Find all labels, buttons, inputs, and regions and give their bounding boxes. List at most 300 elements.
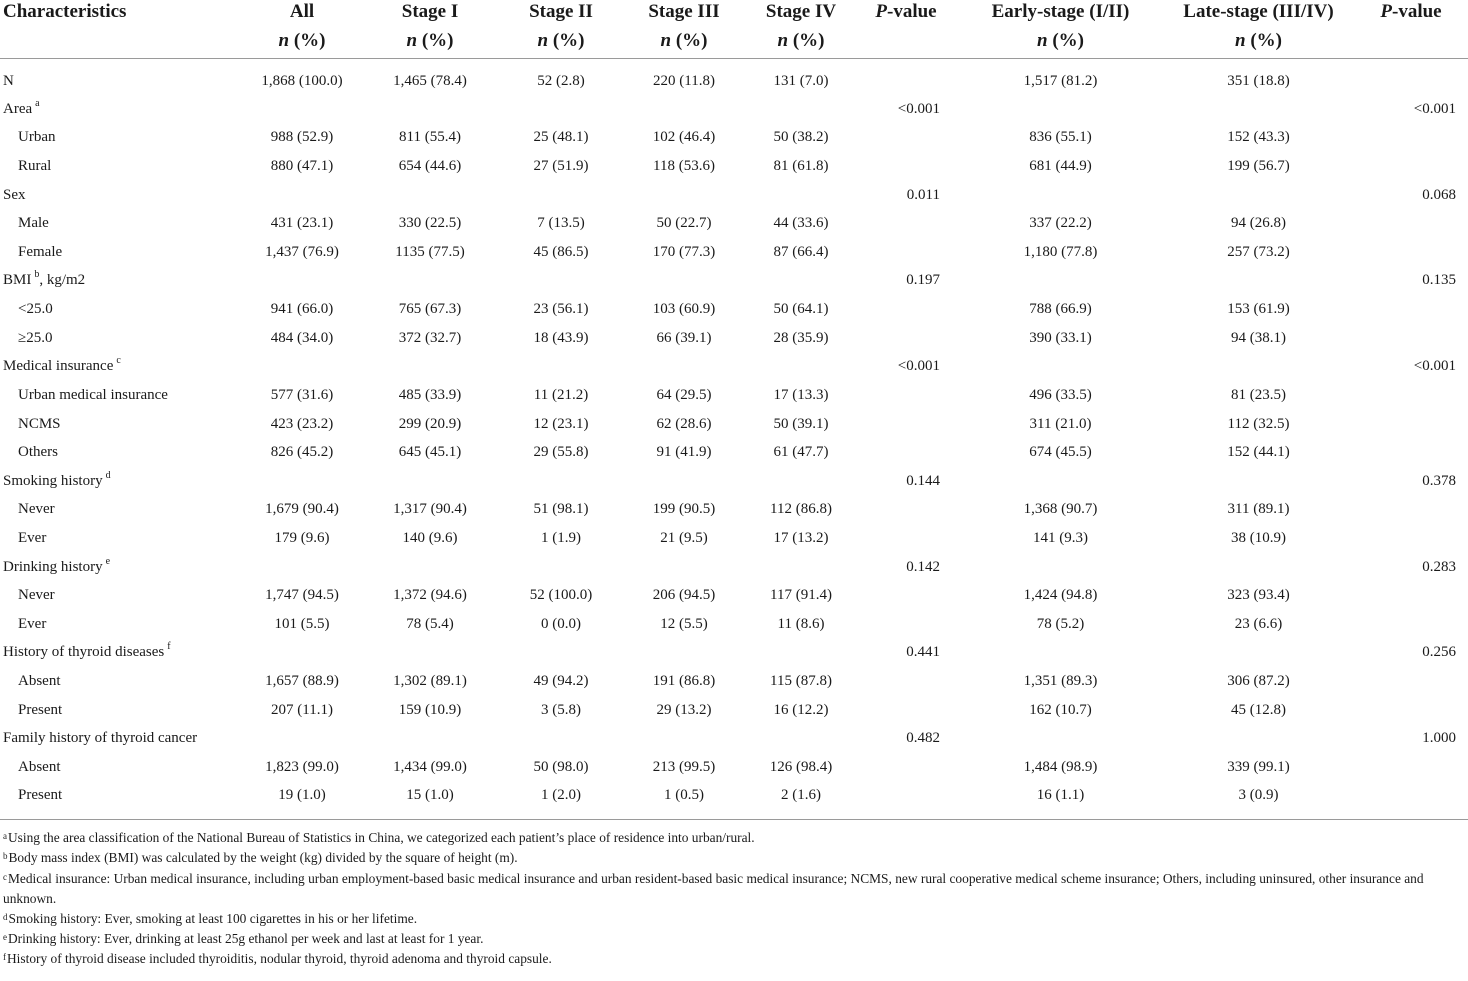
table-row-subcategory bbox=[0, 496, 1468, 525]
footnote-marker: c bbox=[116, 355, 121, 367]
row-label bbox=[0, 496, 246, 525]
footnotes bbox=[0, 820, 1468, 969]
table-cell: 826 (45.2) bbox=[270, 444, 334, 461]
p-value-cell bbox=[854, 753, 958, 782]
table-cell: 50 (22.7) bbox=[656, 215, 712, 232]
table-cell: 140 (9.6) bbox=[402, 529, 458, 546]
table-cell bbox=[246, 467, 358, 496]
footnote-text: Medical insurance: Urban medical insurance, including urban employment-based basic medical insurance and urban resident-based basic medical insurance; NCMS, new rural cooperative medical scheme insurance; Others, including uninsured, other insurance and unknown. bbox=[3, 870, 1424, 906]
table-cell: 15 (1.0) bbox=[406, 787, 454, 804]
column-header-3 bbox=[502, 0, 620, 59]
table-cell: 152 (43.3) bbox=[1227, 129, 1290, 146]
table-cell: 25 (48.1) bbox=[533, 129, 589, 146]
p-value-cell bbox=[1354, 295, 1468, 324]
table-cell: 1,180 (77.8) bbox=[1023, 243, 1098, 260]
p-value-cell: 1.000 bbox=[1422, 730, 1456, 747]
table-cell: 52 (2.8) bbox=[537, 72, 585, 89]
table-cell: 152 (44.1) bbox=[1227, 444, 1290, 461]
table-row-subcategory bbox=[0, 152, 1468, 181]
p-value-cell bbox=[854, 124, 958, 153]
table-cell: 1,823 (99.0) bbox=[265, 758, 339, 775]
table-row-category bbox=[0, 59, 1468, 96]
table-row-subcategory bbox=[0, 410, 1468, 439]
footnote-mark: a bbox=[3, 831, 7, 842]
table-cell: 16 (12.2) bbox=[773, 701, 829, 718]
table-cell: 78 (5.2) bbox=[1036, 615, 1085, 632]
table-cell: 44 (33.6) bbox=[773, 215, 829, 232]
table-cell bbox=[958, 639, 1163, 668]
table-cell bbox=[358, 95, 502, 124]
column-header-5 bbox=[748, 0, 854, 59]
table-cell bbox=[1163, 467, 1354, 496]
row-label bbox=[0, 352, 246, 381]
row-label bbox=[0, 381, 246, 410]
p-value-cell bbox=[1354, 209, 1468, 238]
table-row-subcategory bbox=[0, 381, 1468, 410]
table-cell: 1 (1.9) bbox=[541, 529, 581, 546]
table-cell: 880 (47.1) bbox=[270, 158, 334, 175]
table-cell bbox=[1163, 267, 1354, 296]
table-cell: 191 (86.8) bbox=[652, 672, 716, 689]
row-label-text: Area bbox=[3, 100, 33, 117]
table-cell bbox=[620, 352, 748, 381]
footnote-text: Smoking history: Ever, smoking at least 100 cigarettes in his or her lifetime. bbox=[8, 911, 418, 927]
table-row-subcategory bbox=[0, 696, 1468, 725]
table-cell: 81 (23.5) bbox=[1231, 386, 1286, 403]
p-value-cell bbox=[854, 295, 958, 324]
p-value-cell bbox=[1354, 753, 1468, 782]
table-cell: 12 (23.1) bbox=[533, 415, 589, 432]
table-cell: 126 (98.4) bbox=[769, 758, 833, 775]
p-value-cell bbox=[1354, 667, 1468, 696]
row-label bbox=[0, 238, 246, 267]
table-cell: 941 (66.0) bbox=[270, 301, 334, 318]
table-cell: 19 (1.0) bbox=[278, 787, 326, 804]
table-cell: 330 (22.5) bbox=[398, 215, 462, 232]
table-cell bbox=[1163, 352, 1354, 381]
p-value-cell bbox=[1354, 610, 1468, 639]
footnote-marker: b bbox=[34, 269, 40, 281]
table-cell: 117 (91.4) bbox=[770, 587, 832, 604]
table-cell bbox=[1163, 639, 1354, 668]
table-row-subcategory bbox=[0, 610, 1468, 639]
row-label bbox=[0, 410, 246, 439]
p-value-cell bbox=[1354, 124, 1468, 153]
table-cell: 101 (5.5) bbox=[274, 615, 330, 632]
table-cell: 28 (35.9) bbox=[773, 329, 829, 346]
table-cell bbox=[502, 267, 620, 296]
table-cell: 1,747 (94.5) bbox=[265, 587, 339, 604]
footnote bbox=[3, 828, 1464, 848]
table-cell: 21 (9.5) bbox=[660, 529, 708, 546]
table-cell: 654 (44.6) bbox=[398, 158, 462, 175]
table-cell: 3 (0.9) bbox=[1238, 787, 1279, 804]
table-cell bbox=[958, 267, 1163, 296]
row-label bbox=[0, 124, 246, 153]
table-cell bbox=[246, 724, 358, 753]
table-cell bbox=[502, 352, 620, 381]
p-value-cell: 0.135 bbox=[1422, 272, 1456, 289]
row-label bbox=[0, 639, 246, 668]
table-cell bbox=[358, 724, 502, 753]
table-cell: 645 (45.1) bbox=[398, 444, 462, 461]
table-cell: 61 (47.7) bbox=[773, 444, 829, 461]
table-cell: 45 (12.8) bbox=[1231, 701, 1286, 718]
table-cell: 311 (21.0) bbox=[1029, 415, 1092, 432]
table-cell: 91 (41.9) bbox=[656, 444, 712, 461]
table-cell: 765 (67.3) bbox=[398, 301, 462, 318]
table-cell bbox=[958, 467, 1163, 496]
table-row-category bbox=[0, 553, 1468, 582]
table-cell bbox=[1163, 553, 1354, 582]
row-label bbox=[0, 267, 246, 296]
table-cell bbox=[958, 724, 1163, 753]
table-row-subcategory bbox=[0, 324, 1468, 353]
p-value-cell bbox=[1354, 524, 1468, 553]
p-value-cell: 0.283 bbox=[1422, 558, 1456, 575]
p-value-cell bbox=[854, 438, 958, 467]
table-cell: 66 (39.1) bbox=[656, 329, 712, 346]
table-cell bbox=[620, 467, 748, 496]
row-label-text: ≥25.0 bbox=[18, 329, 53, 346]
row-label-text: BMI bbox=[3, 272, 32, 289]
table-cell: 496 (33.5) bbox=[1029, 386, 1092, 403]
table-cell: 485 (33.9) bbox=[398, 386, 462, 403]
p-value-cell bbox=[1354, 438, 1468, 467]
table-cell: 306 (87.2) bbox=[1227, 672, 1290, 689]
row-label-text: Present bbox=[18, 787, 63, 804]
table-cell: 49 (94.2) bbox=[533, 672, 589, 689]
table-row-subcategory bbox=[0, 782, 1468, 811]
footnote bbox=[3, 929, 1464, 949]
p-value-cell: 0.256 bbox=[1422, 644, 1456, 661]
table-cell bbox=[358, 181, 502, 210]
table-cell bbox=[748, 181, 854, 210]
p-value-cell bbox=[854, 696, 958, 725]
p-value-cell bbox=[1354, 496, 1468, 525]
row-label-text: Absent bbox=[18, 672, 61, 689]
p-value-cell bbox=[854, 524, 958, 553]
row-label-text: <25.0 bbox=[18, 301, 53, 318]
column-header-unit: n (%) bbox=[777, 30, 825, 51]
p-value-cell bbox=[854, 238, 958, 267]
table-cell: 1,517 (81.2) bbox=[1023, 72, 1098, 89]
p-value-cell: <0.001 bbox=[897, 100, 940, 117]
table-cell bbox=[502, 724, 620, 753]
p-value-cell: <0.001 bbox=[1413, 100, 1456, 117]
table-row-category bbox=[0, 467, 1468, 496]
table-cell: 988 (52.9) bbox=[270, 129, 334, 146]
table-cell: 94 (38.1) bbox=[1231, 329, 1286, 346]
column-header-unit: n (%) bbox=[278, 30, 326, 51]
table-cell: 1135 (77.5) bbox=[395, 243, 465, 260]
table-cell: 112 (86.8) bbox=[770, 501, 832, 518]
table-cell: 27 (51.9) bbox=[533, 158, 589, 175]
table-cell bbox=[1163, 181, 1354, 210]
row-label bbox=[0, 696, 246, 725]
table-cell bbox=[620, 639, 748, 668]
table-cell: 11 (21.2) bbox=[533, 386, 589, 403]
p-value-cell bbox=[1354, 238, 1468, 267]
table-cell: 337 (22.2) bbox=[1029, 215, 1092, 232]
table-row-category bbox=[0, 639, 1468, 668]
table-cell: 390 (33.1) bbox=[1029, 329, 1092, 346]
footnote-text: Drinking history: Ever, drinking at least 25g ethanol per week and last at least for 1 year. bbox=[8, 931, 484, 947]
table-cell: 1 (0.5) bbox=[664, 787, 704, 804]
row-label-text: Female bbox=[18, 243, 63, 260]
p-value-cell bbox=[1354, 696, 1468, 725]
p-value-cell: 0.144 bbox=[906, 472, 940, 489]
row-label-text: Family history of thyroid cancer bbox=[3, 730, 198, 747]
table-cell: 0 (0.0) bbox=[541, 615, 581, 632]
table-cell: 199 (90.5) bbox=[652, 501, 716, 518]
p-value-cell bbox=[1354, 152, 1468, 181]
table-cell: 17 (13.3) bbox=[773, 386, 829, 403]
p-value-cell bbox=[854, 410, 958, 439]
p-value-cell: <0.001 bbox=[897, 358, 940, 375]
table-cell: 170 (77.3) bbox=[652, 243, 716, 260]
column-header-unit bbox=[1354, 27, 1468, 55]
p-value-cell bbox=[854, 209, 958, 238]
table-cell bbox=[246, 553, 358, 582]
table-cell: 64 (29.5) bbox=[656, 386, 712, 403]
footnote-marker: e bbox=[105, 555, 111, 567]
table-cell bbox=[502, 553, 620, 582]
row-label-text: Others bbox=[18, 444, 58, 461]
table-cell: 431 (23.1) bbox=[270, 215, 334, 232]
table-cell: 311 (89.1) bbox=[1227, 501, 1290, 518]
table-cell: 484 (34.0) bbox=[270, 329, 334, 346]
row-label bbox=[0, 724, 246, 753]
table-cell bbox=[358, 267, 502, 296]
footnote-text: Body mass index (BMI) was calculated by the weight (kg) divided by the square of height (m). bbox=[8, 850, 518, 866]
column-header-title: Stage IV bbox=[765, 1, 837, 22]
table-cell bbox=[748, 553, 854, 582]
table-cell: 811 (55.4) bbox=[399, 129, 461, 146]
row-label bbox=[0, 181, 246, 210]
table-cell bbox=[246, 181, 358, 210]
footnote-marker: d bbox=[105, 469, 111, 481]
footnote-text: Using the area classification of the National Bureau of Statistics in China, we categorized each patient’s place of residence into urban/rural. bbox=[8, 830, 755, 846]
table-cell: 836 (55.1) bbox=[1029, 129, 1092, 146]
table-cell: 1,679 (90.4) bbox=[265, 501, 339, 518]
table-cell bbox=[358, 352, 502, 381]
table-cell bbox=[748, 267, 854, 296]
p-value-cell: 0.142 bbox=[906, 558, 940, 575]
table-cell: 674 (45.5) bbox=[1029, 444, 1092, 461]
column-header-unit: n (%) bbox=[537, 30, 585, 51]
row-label bbox=[0, 438, 246, 467]
p-value-cell: 0.197 bbox=[906, 272, 940, 289]
table-row-subcategory bbox=[0, 753, 1468, 782]
table-cell bbox=[246, 639, 358, 668]
table-cell: 78 (5.4) bbox=[406, 615, 454, 632]
table-cell: 1,424 (94.8) bbox=[1023, 587, 1098, 604]
table-cell: 7 (13.5) bbox=[537, 215, 585, 232]
table-row-category bbox=[0, 267, 1468, 296]
p-value-cell bbox=[854, 581, 958, 610]
column-header-unit bbox=[3, 27, 246, 55]
table-cell: 1,657 (88.9) bbox=[265, 672, 339, 689]
row-label-text: Medical insurance bbox=[3, 358, 114, 375]
column-header-7 bbox=[958, 0, 1163, 59]
table-cell bbox=[358, 467, 502, 496]
footnote-mark: b bbox=[3, 851, 8, 862]
table-cell: 323 (93.4) bbox=[1227, 587, 1290, 604]
table-cell: 45 (86.5) bbox=[533, 243, 589, 260]
row-label-text: Urban bbox=[18, 129, 56, 146]
table-cell bbox=[1163, 724, 1354, 753]
table-cell: 131 (7.0) bbox=[773, 72, 829, 89]
column-header-title: Stage III bbox=[648, 1, 720, 22]
column-header-title: Early-stage (I/II) bbox=[991, 1, 1130, 22]
table-cell bbox=[620, 553, 748, 582]
table-row-category bbox=[0, 95, 1468, 124]
p-value-cell: 0.441 bbox=[906, 644, 940, 661]
table-cell bbox=[748, 724, 854, 753]
table-cell: 3 (5.8) bbox=[541, 701, 581, 718]
table-cell: 220 (11.8) bbox=[653, 72, 715, 89]
table-cell: 179 (9.6) bbox=[274, 529, 330, 546]
p-value-cell bbox=[854, 152, 958, 181]
table-row-subcategory bbox=[0, 238, 1468, 267]
footnote-mark: d bbox=[3, 912, 8, 923]
table-cell: 1,317 (90.4) bbox=[393, 501, 467, 518]
column-header-9 bbox=[1354, 0, 1468, 59]
table-cell bbox=[502, 181, 620, 210]
row-label bbox=[0, 524, 246, 553]
p-value-cell: 0.378 bbox=[1422, 472, 1456, 489]
row-label bbox=[0, 610, 246, 639]
column-header-1 bbox=[246, 0, 358, 59]
p-value-cell bbox=[1354, 581, 1468, 610]
row-label-text: Ever bbox=[18, 615, 47, 632]
table-cell bbox=[1163, 95, 1354, 124]
column-header-8 bbox=[1163, 0, 1354, 59]
table-cell: 50 (39.1) bbox=[773, 415, 829, 432]
footnote-mark: e bbox=[3, 932, 7, 943]
p-value-cell: 0.068 bbox=[1422, 186, 1456, 203]
row-label bbox=[0, 59, 246, 96]
table-row-subcategory bbox=[0, 667, 1468, 696]
column-header-title: Characteristics bbox=[3, 1, 127, 22]
table-cell: 38 (10.9) bbox=[1231, 529, 1286, 546]
table-cell: 788 (66.9) bbox=[1029, 301, 1092, 318]
row-label-text: N bbox=[3, 72, 14, 89]
table-cell: 16 (1.1) bbox=[1036, 787, 1085, 804]
table-cell bbox=[246, 352, 358, 381]
row-label bbox=[0, 209, 246, 238]
row-label-text: Ever bbox=[18, 529, 47, 546]
p-value-cell: <0.001 bbox=[1413, 358, 1456, 375]
column-header-title: P-value bbox=[1380, 1, 1442, 22]
column-header-unit: n (%) bbox=[660, 30, 708, 51]
column-header-2 bbox=[358, 0, 502, 59]
table-cell: 1,484 (98.9) bbox=[1023, 758, 1098, 775]
footnote bbox=[3, 848, 1464, 868]
row-label bbox=[0, 581, 246, 610]
row-label bbox=[0, 667, 246, 696]
table-cell: 1,351 (89.3) bbox=[1023, 672, 1098, 689]
table-cell: 299 (20.9) bbox=[398, 415, 462, 432]
table-cell: 1,465 (78.4) bbox=[393, 72, 467, 89]
p-value-cell bbox=[1354, 324, 1468, 353]
row-label-text: Never bbox=[18, 501, 55, 518]
row-label bbox=[0, 324, 246, 353]
table-cell: 1 (2.0) bbox=[541, 787, 581, 804]
table-cell bbox=[620, 95, 748, 124]
table-cell: 1,868 (100.0) bbox=[261, 72, 343, 89]
table-cell: 2 (1.6) bbox=[781, 787, 821, 804]
table-cell bbox=[246, 95, 358, 124]
table-cell: 23 (6.6) bbox=[1234, 615, 1283, 632]
row-label-text: NCMS bbox=[18, 415, 61, 432]
table-row-subcategory bbox=[0, 524, 1468, 553]
row-label-text: Male bbox=[18, 215, 49, 232]
p-value-cell bbox=[1354, 381, 1468, 410]
column-header-title: Stage II bbox=[529, 1, 593, 22]
table-cell: 153 (61.9) bbox=[1227, 301, 1290, 318]
header-row bbox=[0, 0, 1468, 59]
column-header-0 bbox=[0, 0, 246, 59]
table-cell: 1,437 (76.9) bbox=[265, 243, 339, 260]
table-cell: 81 (61.8) bbox=[773, 158, 829, 175]
row-label bbox=[0, 152, 246, 181]
table-cell bbox=[620, 267, 748, 296]
table-cell bbox=[246, 267, 358, 296]
table-cell: 62 (28.6) bbox=[656, 415, 712, 432]
row-label-text: Sex bbox=[3, 186, 26, 203]
table-cell bbox=[502, 467, 620, 496]
row-label-text: Smoking history bbox=[3, 472, 103, 489]
row-label-suffix: , kg/m2 bbox=[39, 272, 86, 289]
table-cell: 1,434 (99.0) bbox=[393, 758, 467, 775]
column-header-unit bbox=[854, 27, 958, 55]
row-label bbox=[0, 753, 246, 782]
row-label bbox=[0, 553, 246, 582]
p-value-cell bbox=[854, 610, 958, 639]
table-cell: 87 (66.4) bbox=[773, 243, 829, 260]
p-value-cell bbox=[854, 381, 958, 410]
p-value-cell bbox=[1354, 59, 1468, 96]
column-header-unit: n (%) bbox=[1037, 30, 1084, 51]
p-value-cell: 0.482 bbox=[906, 730, 940, 747]
table-cell: 115 (87.8) bbox=[770, 672, 832, 689]
p-value-cell bbox=[854, 496, 958, 525]
row-label-text: Urban medical insurance bbox=[18, 386, 168, 403]
table-header bbox=[0, 0, 1468, 59]
table-row-subcategory bbox=[0, 209, 1468, 238]
table-body bbox=[0, 59, 1468, 811]
row-label bbox=[0, 782, 246, 811]
table-cell bbox=[748, 639, 854, 668]
table-cell: 339 (99.1) bbox=[1227, 758, 1290, 775]
table-cell: 94 (26.8) bbox=[1231, 215, 1286, 232]
table-row-category bbox=[0, 352, 1468, 381]
table-cell bbox=[958, 181, 1163, 210]
table-row-subcategory bbox=[0, 295, 1468, 324]
footnote-text: History of thyroid disease included thyroiditis, nodular thyroid, thyroid adenoma and thyroid capsule. bbox=[7, 951, 552, 967]
row-label-text: Never bbox=[18, 587, 55, 604]
table-cell: 1,372 (94.6) bbox=[393, 587, 467, 604]
table-cell bbox=[748, 352, 854, 381]
table-cell: 118 (53.6) bbox=[653, 158, 715, 175]
table-cell: 577 (31.6) bbox=[270, 386, 334, 403]
footnote-marker: f bbox=[167, 641, 171, 653]
row-label bbox=[0, 95, 246, 124]
table-cell bbox=[958, 352, 1163, 381]
column-header-4 bbox=[620, 0, 748, 59]
